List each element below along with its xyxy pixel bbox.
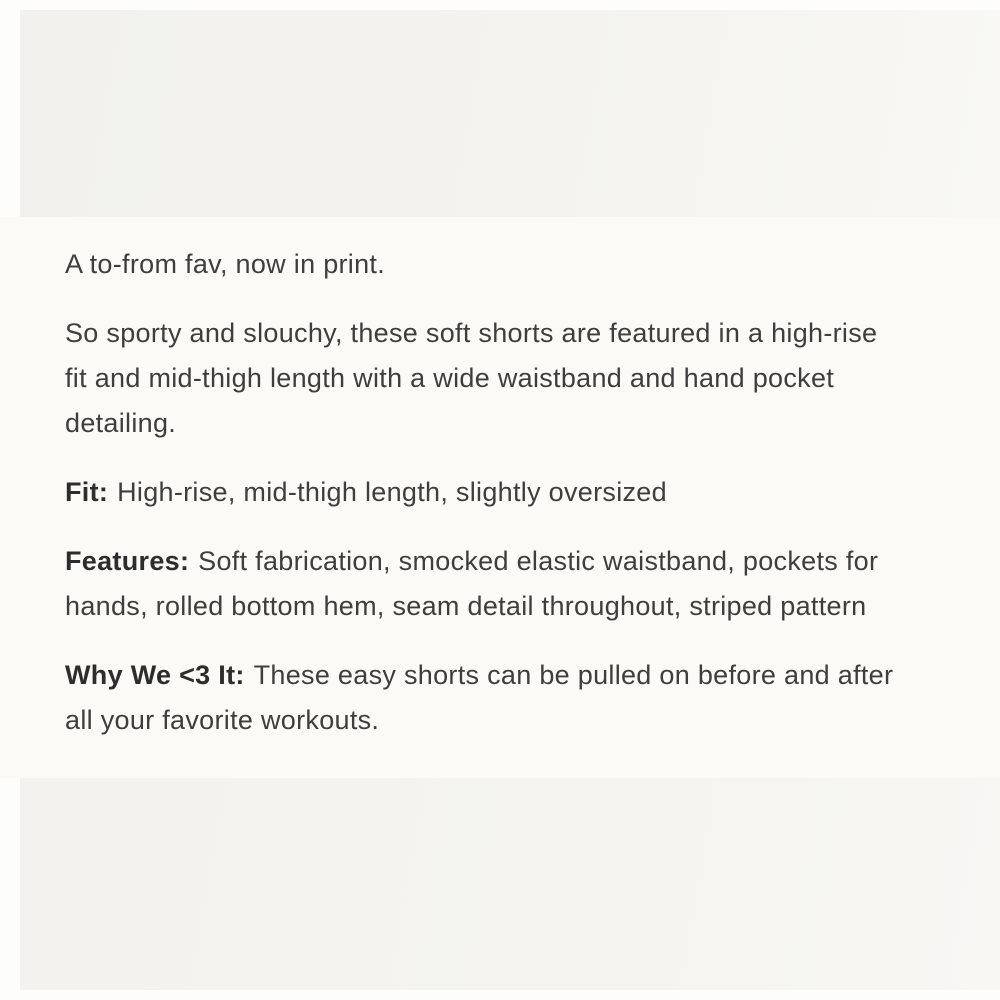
text-line — [65, 653, 965, 698]
bold-label: Features: — [65, 546, 190, 576]
text-line — [65, 539, 965, 584]
intro-paragraph — [65, 242, 965, 287]
text-line: So sporty and slouchy, these soft shorts are featured in a high-rise — [65, 318, 878, 348]
top-image-panel — [20, 10, 1000, 217]
bold-label: Fit: — [65, 477, 109, 507]
text-line: detailing. — [65, 408, 177, 438]
product-description — [65, 217, 965, 767]
text-line: all your favorite workouts. — [65, 705, 380, 735]
text-line: hands, rolled bottom hem, seam detail throughout, striped pattern — [65, 591, 867, 621]
line-text: These easy shorts can be pulled on before and after — [253, 660, 894, 690]
bottom-image-panel — [20, 778, 1000, 990]
why-we-love-it-paragraph — [65, 653, 965, 743]
text-line: fit and mid-thigh length with a wide waistband and hand pocket — [65, 363, 835, 393]
fit-paragraph — [65, 470, 965, 515]
summary-paragraph — [65, 311, 965, 446]
text-line: A to-from fav, now in print. — [65, 249, 386, 279]
bold-label: Why We <3 It: — [65, 660, 245, 690]
line-text: High-rise, mid-thigh length, slightly oversized — [117, 477, 667, 507]
features-paragraph — [65, 539, 965, 629]
text-line — [65, 470, 965, 515]
line-text: Soft fabrication, smocked elastic waistband, pockets for — [198, 546, 879, 576]
